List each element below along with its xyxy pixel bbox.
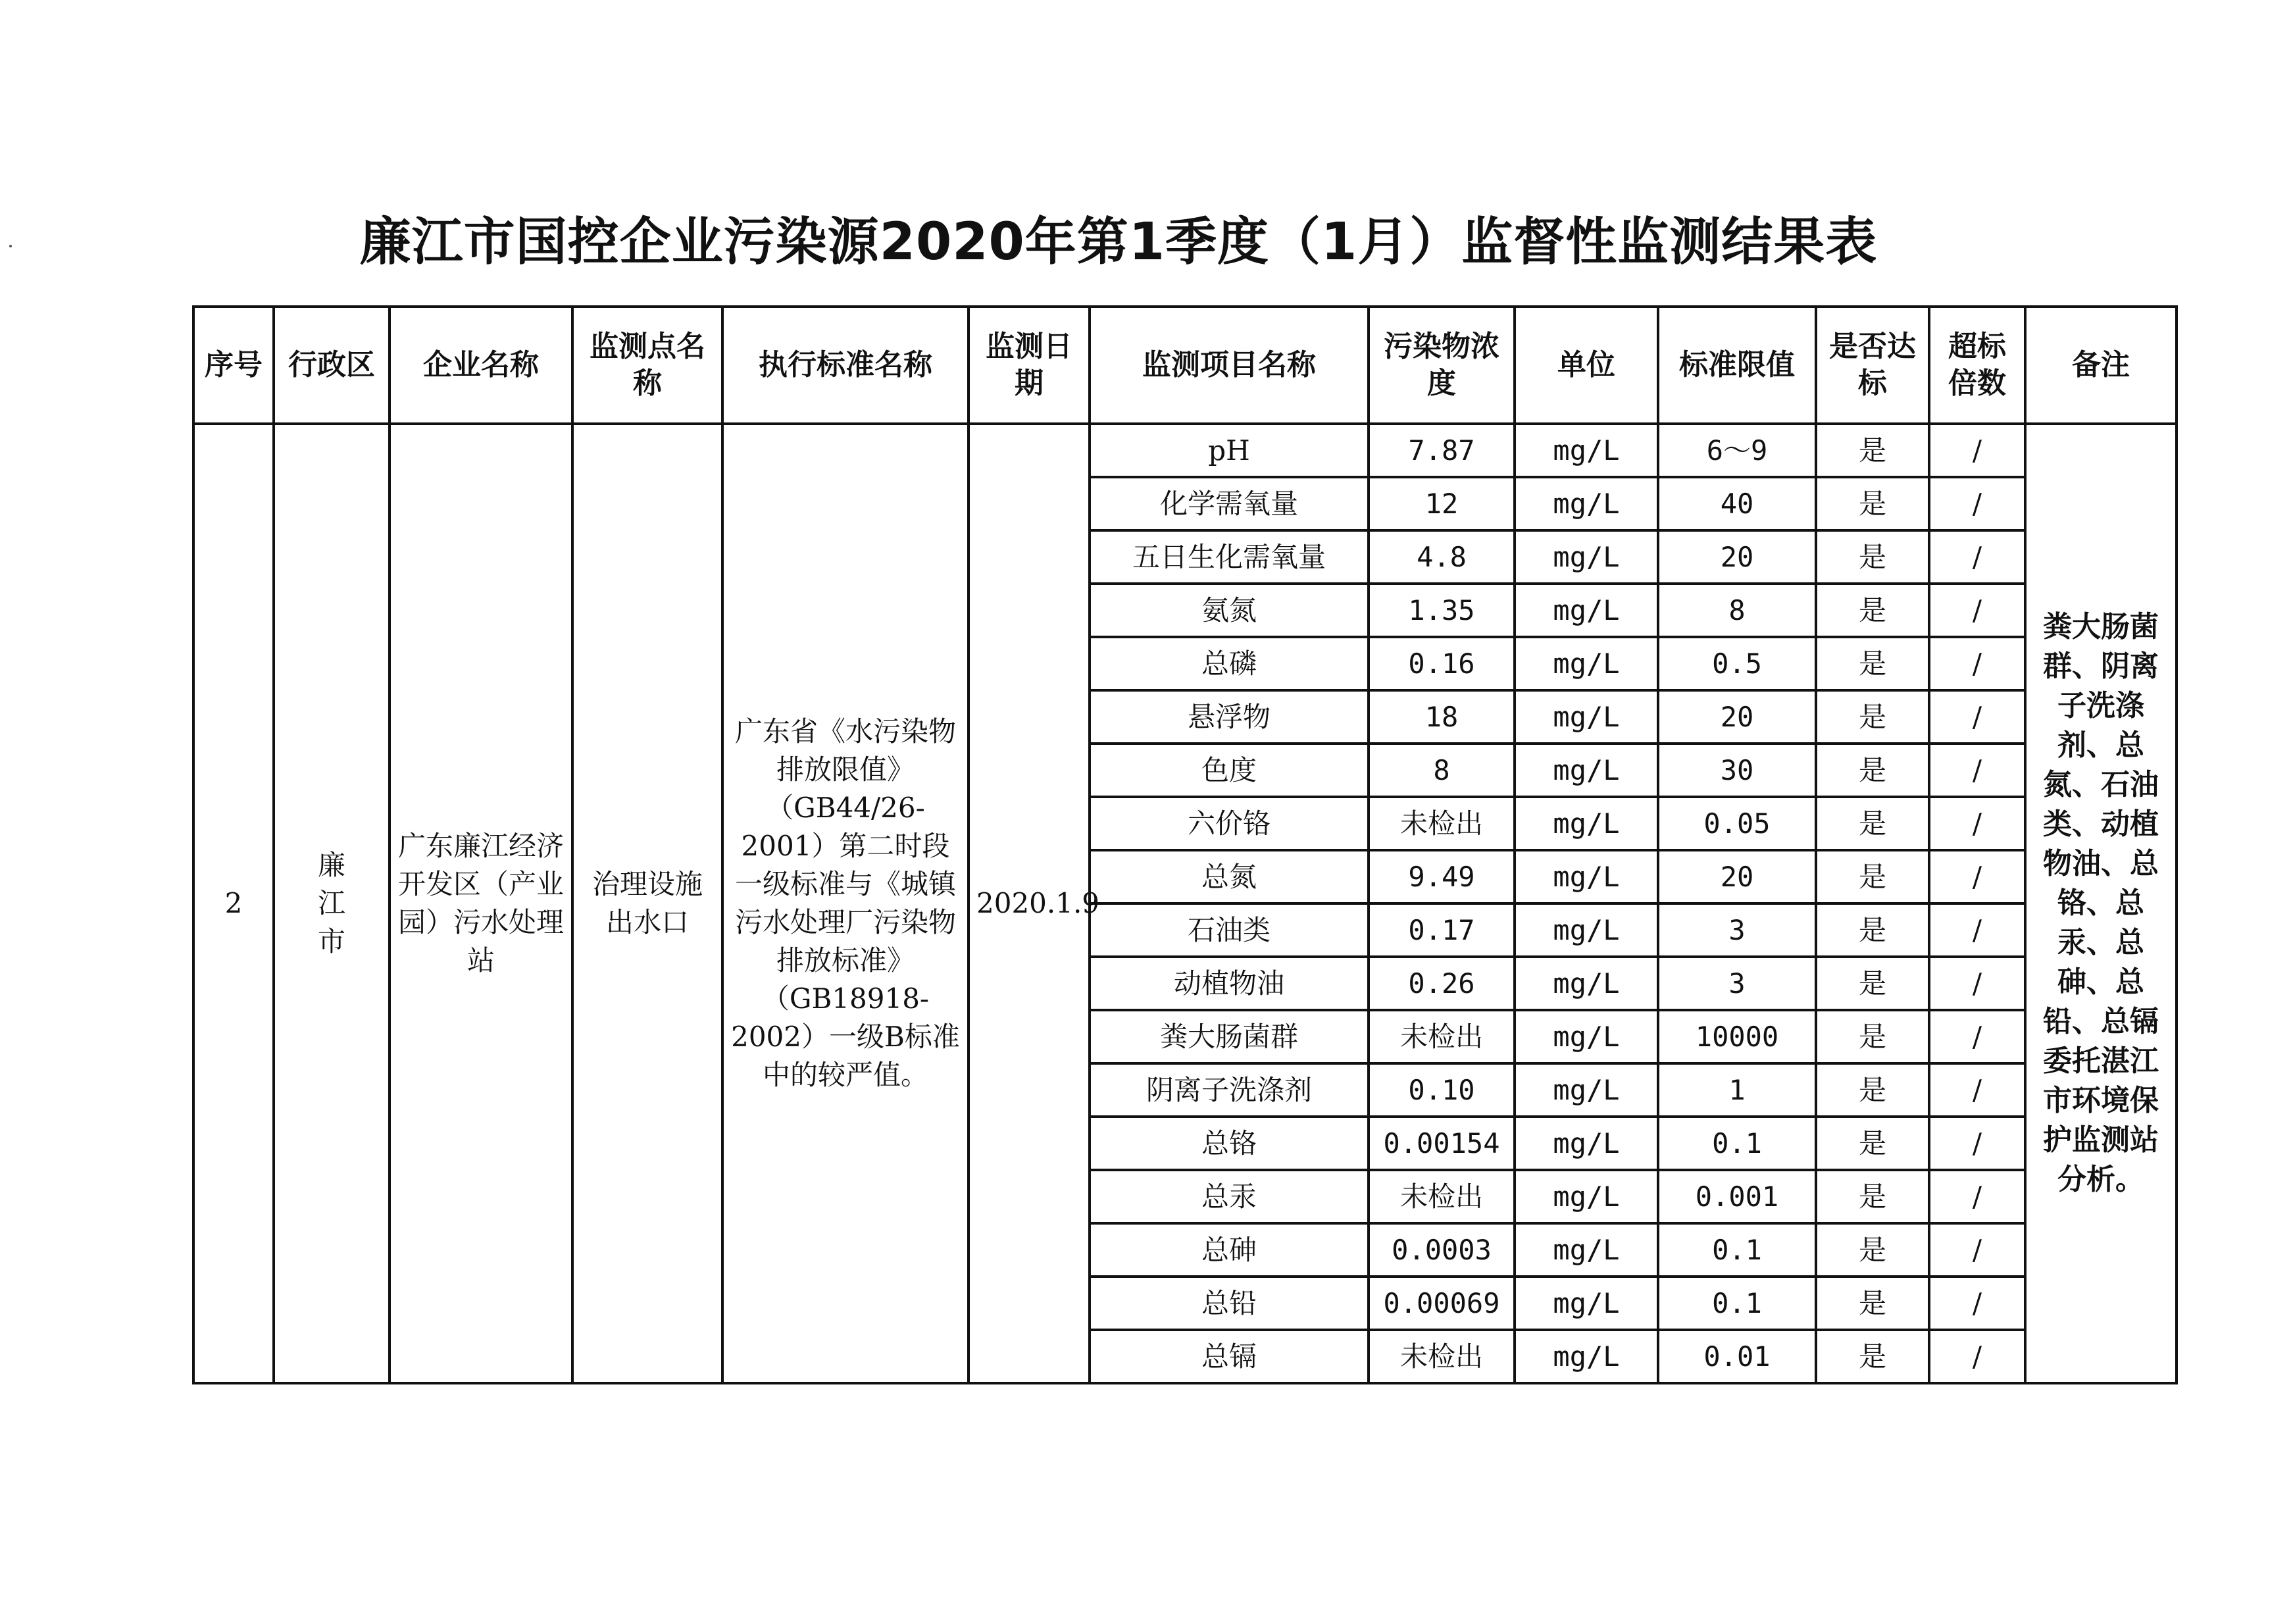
company-cell: 广东廉江经济开发区（产业园）污水处理站: [390, 424, 572, 1383]
concentration-cell: 未检出: [1369, 1170, 1515, 1223]
header-compliant: 是否达标: [1816, 307, 1929, 424]
exceed-multiple-cell: /: [1929, 957, 2025, 1010]
item-name-cell: 总砷: [1090, 1223, 1369, 1277]
exceed-multiple-cell: /: [1929, 1117, 2025, 1170]
exceed-multiple-cell: /: [1929, 477, 2025, 530]
concentration-cell: 0.26: [1369, 957, 1515, 1010]
exceed-multiple-cell: /: [1929, 1063, 2025, 1117]
item-name-cell: 总氮: [1090, 850, 1369, 903]
header-remark: 备注: [2025, 307, 2177, 424]
district-cell-text: 廉江市: [317, 849, 345, 957]
monitoring-results-table: [192, 305, 2178, 1384]
item-name-cell: 粪大肠菌群: [1090, 1010, 1369, 1063]
compliant-cell: 是: [1816, 1170, 1929, 1223]
unit-cell: mg/L: [1515, 1330, 1658, 1383]
item-name-cell: 悬浮物: [1090, 690, 1369, 744]
concentration-cell: 18: [1369, 690, 1515, 744]
limit-cell: 6～9: [1658, 424, 1816, 477]
compliant-cell: 是: [1816, 477, 1929, 530]
header-limit: 标准限值: [1658, 307, 1816, 424]
compliant-cell: 是: [1816, 1223, 1929, 1277]
item-name-cell: 总铬: [1090, 1117, 1369, 1170]
limit-cell: 0.1: [1658, 1223, 1816, 1277]
concentration-cell: 0.17: [1369, 903, 1515, 957]
concentration-cell: 12: [1369, 477, 1515, 530]
item-name-cell: 五日生化需氧量: [1090, 530, 1369, 584]
header-concentration: 污染物浓度: [1369, 307, 1515, 424]
unit-cell: mg/L: [1515, 957, 1658, 1010]
concentration-cell: 0.16: [1369, 637, 1515, 690]
item-name-cell: 化学需氧量: [1090, 477, 1369, 530]
concentration-cell: 0.10: [1369, 1063, 1515, 1117]
concentration-cell: 1.35: [1369, 584, 1515, 637]
compliant-cell: 是: [1816, 584, 1929, 637]
item-name-cell: 六价铬: [1090, 797, 1369, 850]
compliant-cell: 是: [1816, 690, 1929, 744]
concentration-cell: 0.00069: [1369, 1277, 1515, 1330]
limit-cell: 0.5: [1658, 637, 1816, 690]
item-name-cell: pH: [1090, 424, 1369, 477]
exceed-multiple-cell: /: [1929, 424, 2025, 477]
limit-cell: 20: [1658, 690, 1816, 744]
item-name-cell: 石油类: [1090, 903, 1369, 957]
compliant-cell: 是: [1816, 903, 1929, 957]
concentration-cell: 0.0003: [1369, 1223, 1515, 1277]
concentration-cell: 未检出: [1369, 797, 1515, 850]
header-company: 企业名称: [390, 307, 572, 424]
exceed-multiple-cell: /: [1929, 1330, 2025, 1383]
compliant-cell: 是: [1816, 1010, 1929, 1063]
header-seq: 序号: [193, 307, 274, 424]
remark-cell: 粪大肠菌群、阴离子洗涤剂、总氮、石油类、动植物油、总铬、总汞、总砷、总铅、总镉委托湛江市环境保护监测站分析。: [2025, 424, 2177, 1383]
limit-cell: 40: [1658, 477, 1816, 530]
limit-cell: 10000: [1658, 1010, 1816, 1063]
header-item-name: 监测项目名称: [1090, 307, 1369, 424]
standard-name-cell: 广东省《水污染物排放限值》（GB44/26-2001）第二时段一级标准与《城镇污水处理厂污染物排放标准》（GB18918-2002）一级B标准中的较严值。: [722, 424, 969, 1383]
compliant-cell: 是: [1816, 957, 1929, 1010]
limit-cell: 3: [1658, 957, 1816, 1010]
exceed-multiple-cell: /: [1929, 903, 2025, 957]
compliant-cell: 是: [1816, 1330, 1929, 1383]
concentration-cell: 9.49: [1369, 850, 1515, 903]
header-row: [193, 307, 2177, 424]
unit-cell: mg/L: [1515, 584, 1658, 637]
exceed-multiple-cell: /: [1929, 797, 2025, 850]
exceed-multiple-cell: /: [1929, 850, 2025, 903]
unit-cell: mg/L: [1515, 850, 1658, 903]
district-cell: [274, 424, 390, 1383]
compliant-cell: 是: [1816, 850, 1929, 903]
page-title: 廉江市国控企业污染源2020年第1季度（1月）监督性监测结果表: [359, 213, 1878, 272]
compliant-cell: 是: [1816, 1063, 1929, 1117]
header-standard-name: 执行标准名称: [722, 307, 969, 424]
header-exceed-multiple: 超标倍数: [1929, 307, 2025, 424]
unit-cell: mg/L: [1515, 424, 1658, 477]
header-unit: 单位: [1515, 307, 1658, 424]
exceed-multiple-cell: /: [1929, 637, 2025, 690]
concentration-cell: 0.00154: [1369, 1117, 1515, 1170]
unit-cell: mg/L: [1515, 530, 1658, 584]
unit-cell: mg/L: [1515, 903, 1658, 957]
monitoring-date-cell: 2020.1.9: [969, 424, 1090, 1383]
unit-cell: mg/L: [1515, 1117, 1658, 1170]
compliant-cell: 是: [1816, 530, 1929, 584]
concentration-cell: 8: [1369, 744, 1515, 797]
compliant-cell: 是: [1816, 797, 1929, 850]
item-name-cell: 总汞: [1090, 1170, 1369, 1223]
unit-cell: mg/L: [1515, 1010, 1658, 1063]
unit-cell: mg/L: [1515, 1277, 1658, 1330]
limit-cell: 3: [1658, 903, 1816, 957]
limit-cell: 30: [1658, 744, 1816, 797]
exceed-multiple-cell: /: [1929, 744, 2025, 797]
limit-cell: 20: [1658, 530, 1816, 584]
item-name-cell: 总磷: [1090, 637, 1369, 690]
item-name-cell: 色度: [1090, 744, 1369, 797]
limit-cell: 20: [1658, 850, 1816, 903]
unit-cell: mg/L: [1515, 744, 1658, 797]
limit-cell: 0.1: [1658, 1277, 1816, 1330]
unit-cell: mg/L: [1515, 690, 1658, 744]
limit-cell: 0.01: [1658, 1330, 1816, 1383]
exceed-multiple-cell: /: [1929, 584, 2025, 637]
concentration-cell: 4.8: [1369, 530, 1515, 584]
table-row: [193, 424, 2177, 477]
limit-cell: 0.1: [1658, 1117, 1816, 1170]
exceed-multiple-cell: /: [1929, 530, 2025, 584]
exceed-multiple-cell: /: [1929, 690, 2025, 744]
unit-cell: mg/L: [1515, 797, 1658, 850]
exceed-multiple-cell: /: [1929, 1277, 2025, 1330]
header-monitoring-point: 监测点名称: [572, 307, 722, 424]
concentration-cell: 未检出: [1369, 1330, 1515, 1383]
concentration-cell: 未检出: [1369, 1010, 1515, 1063]
seq-cell: 2: [193, 424, 274, 1383]
unit-cell: mg/L: [1515, 1223, 1658, 1277]
compliant-cell: 是: [1816, 744, 1929, 797]
compliant-cell: 是: [1816, 1277, 1929, 1330]
exceed-multiple-cell: /: [1929, 1223, 2025, 1277]
item-name-cell: 总镉: [1090, 1330, 1369, 1383]
unit-cell: mg/L: [1515, 637, 1658, 690]
limit-cell: 0.05: [1658, 797, 1816, 850]
limit-cell: 8: [1658, 584, 1816, 637]
exceed-multiple-cell: /: [1929, 1010, 2025, 1063]
unit-cell: mg/L: [1515, 477, 1658, 530]
unit-cell: mg/L: [1515, 1063, 1658, 1117]
monitoring-point-cell: 治理设施出水口: [572, 424, 722, 1383]
compliant-cell: 是: [1816, 637, 1929, 690]
item-name-cell: 阴离子洗涤剂: [1090, 1063, 1369, 1117]
exceed-multiple-cell: /: [1929, 1170, 2025, 1223]
unit-cell: mg/L: [1515, 1170, 1658, 1223]
item-name-cell: 总铅: [1090, 1277, 1369, 1330]
limit-cell: 1: [1658, 1063, 1816, 1117]
header-monitoring-date: 监测日期: [969, 307, 1090, 424]
header-district: 行政区: [274, 307, 390, 424]
item-name-cell: 动植物油: [1090, 957, 1369, 1010]
item-name-cell: 氨氮: [1090, 584, 1369, 637]
compliant-cell: 是: [1816, 1117, 1929, 1170]
compliant-cell: 是: [1816, 424, 1929, 477]
concentration-cell: 7.87: [1369, 424, 1515, 477]
limit-cell: 0.001: [1658, 1170, 1816, 1223]
